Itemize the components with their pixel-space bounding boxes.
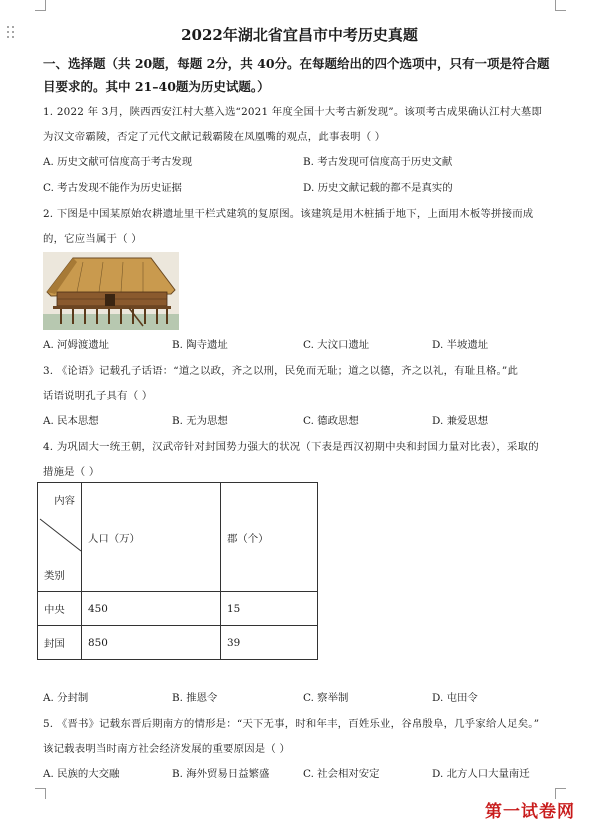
section-instructions-line2: 目要求的。其中 21–40题为历史试题。） (43, 79, 270, 94)
question-4-option-a: A. 分封制 (43, 692, 89, 704)
table-header-population: 人口（万） (82, 483, 221, 592)
page-title: 2022年湖北省宜昌市中考历史真题 (181, 26, 418, 44)
question-4-option-c: C. 察举制 (303, 692, 349, 704)
question-4-line1: 4. 为巩固大一统王朝，汉武帝针对封国势力强大的状况（下表是西汉初期中央和封国力量对比表），采取的 (43, 441, 539, 453)
question-2-line2: 的，它应当属于（ ） (43, 233, 142, 245)
table-cell-category: 封国 (38, 626, 82, 660)
table-cell-population: 450 (82, 592, 221, 626)
question-3-option-c: C. 德政思想 (303, 415, 359, 427)
table-corner-bottom-label: 类别 (44, 570, 65, 582)
table-cell-category: 中央 (38, 592, 82, 626)
question-2-option-d: D. 半坡遗址 (432, 339, 489, 351)
question-4-option-b: B. 推恩令 (172, 692, 218, 704)
question-5-option-b: B. 海外贸易日益繁盛 (172, 768, 270, 780)
question-2-line1: 2. 下图是中国某原始农耕遗址里干栏式建筑的复原图。该建筑是用木桩插于地下，上面用木板等拼接而成 (43, 208, 534, 220)
table-row (38, 626, 318, 660)
question-1-option-a: A. 历史文献可信度高于考古发现 (43, 156, 193, 168)
question-2-option-a: A. 河姆渡遗址 (43, 339, 110, 351)
crop-mark-bottom-left (35, 788, 46, 799)
question-1-option-c: C. 考古发现不能作为历史证据 (43, 182, 182, 194)
question-1-line1: 1. 2022 年 3月，陕西西安江村大墓入选“2021 年度全国十大考古新发现”。该项考古成果确认江村大墓即 (43, 106, 543, 118)
question-1-line2: 为汉文帝霸陵，否定了元代文献记载霸陵在凤凰嘴的观点，此事表明（ ） (43, 131, 386, 143)
question-5-line2: 该记载表明当时南方社会经济发展的重要原因是（ ） (43, 743, 291, 755)
question-3-option-a: A. 民本思想 (43, 415, 99, 427)
question-3-line1: 3. 《论语》记载孔子话语：“道之以政，齐之以刑，民免而无耻；道之以德，齐之以礼，有耻且格。”此 (43, 365, 519, 377)
table-cell-commanderies: 39 (221, 626, 318, 660)
question-3-line2: 话语说明孔子具有（ ） (43, 390, 153, 402)
question-3-option-b: B. 无为思想 (172, 415, 228, 427)
question-5-option-d: D. 北方人口大量南迁 (432, 768, 530, 780)
crop-mark-top-left (35, 0, 46, 11)
table-corner-top-label: 内容 (54, 495, 75, 507)
question-2-option-b: B. 陶寺遗址 (172, 339, 228, 351)
table-cell-commanderies: 15 (221, 592, 318, 626)
question-2-option-c: C. 大汶口遗址 (303, 339, 370, 351)
question-1-option-b: B. 考古发现可信度高于历史文献 (303, 156, 453, 168)
site-watermark: 第一试卷网 (485, 802, 575, 822)
question-3-option-d: D. 兼爱思想 (432, 415, 489, 427)
table-header-commanderies: 郡（个） (221, 483, 318, 592)
question-1-option-d: D. 历史文献记载的都不是真实的 (303, 182, 453, 194)
question-5-option-a: A. 民族的大交融 (43, 768, 120, 780)
stilt-house-illustration (43, 252, 179, 330)
comparison-table (37, 482, 318, 660)
section-instructions-line1: 一、选择题（共 20题，每题 2分，共 40分。在每题给出的四个选项中，只有一项是符合题 (43, 56, 550, 71)
table-row (38, 592, 318, 626)
table-cell-population: 850 (82, 626, 221, 660)
crop-mark-top-right (555, 0, 566, 11)
question-5-line1: 5. 《晋书》记载东晋后期南方的情形是：“天下无事，时和年丰，百姓乐业，谷帛殷阜，几乎家给人足矣。” (43, 718, 540, 730)
question-4-option-d: D. 屯田令 (432, 692, 478, 704)
table-corner-cell (38, 483, 82, 592)
question-4-line2: 措施是（ ） (43, 466, 100, 478)
question-5-option-c: C. 社会相对安定 (303, 768, 380, 780)
